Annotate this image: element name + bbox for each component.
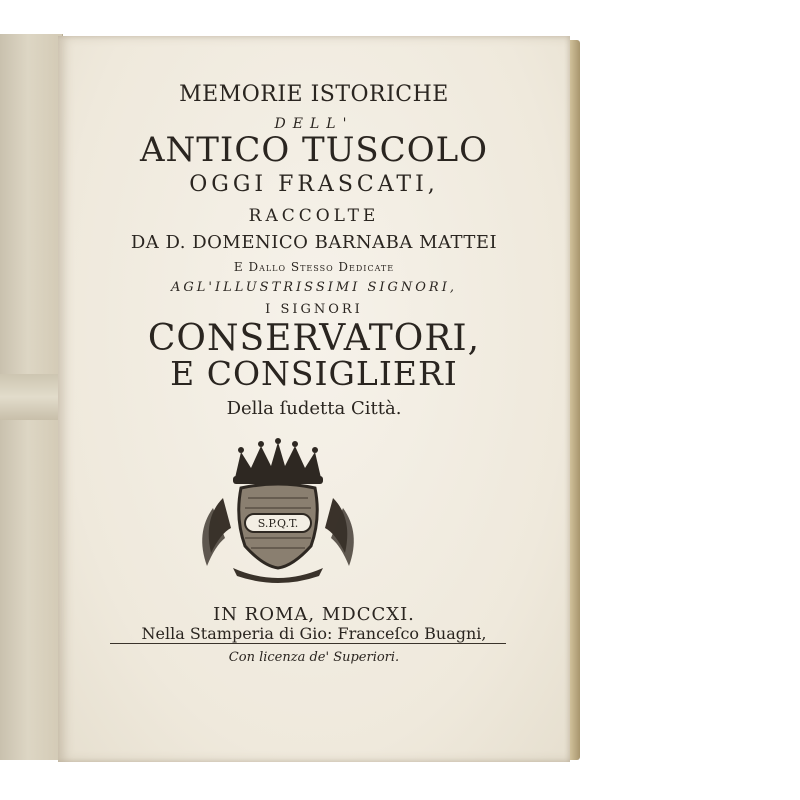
dedication-recipients: AGL'ILLUSTRISSIMI SIGNORI,: [171, 280, 457, 295]
title-page: [58, 36, 570, 762]
title-line-oggi-frascati: OGGI FRASCATI,: [189, 172, 439, 197]
dedication-consiglieri: E CONSIGLIERI: [170, 354, 458, 393]
title-line-antico-tuscolo: ANTICO TUSCOLO: [139, 130, 489, 170]
coat-of-arms-emblem: [193, 438, 363, 588]
dedication-line: E Dallo Stesso Dedicate: [233, 260, 395, 274]
imprint-license: Con licenza de' Superiori.: [228, 650, 400, 665]
imprint-place: IN ROMA, MDCCXI.: [213, 604, 415, 625]
cover-fold: [0, 374, 62, 420]
imprint-printer: Nella Stamperia di Gio: Franceſco Buagni,: [141, 624, 487, 643]
author-line: DA D. DOMENICO BARNABA MATTEI: [130, 232, 498, 253]
imprint-rule: [110, 643, 506, 644]
title-line-raccolte: RACCOLTE: [248, 206, 380, 226]
title-line-dell: DELL': [274, 116, 354, 132]
dedication-city: Della ſudetta Città.: [226, 398, 402, 419]
crown-icon: [233, 438, 323, 484]
title-line-memorie: MEMORIE ISTORICHE: [179, 82, 449, 107]
dedication-signori: I SIGNORI: [265, 302, 363, 317]
dedication-conservatori: CONSERVATORI,: [147, 318, 481, 359]
book-cover-left: [0, 34, 63, 760]
emblem-motto: S.P.Q.T.: [257, 517, 299, 530]
